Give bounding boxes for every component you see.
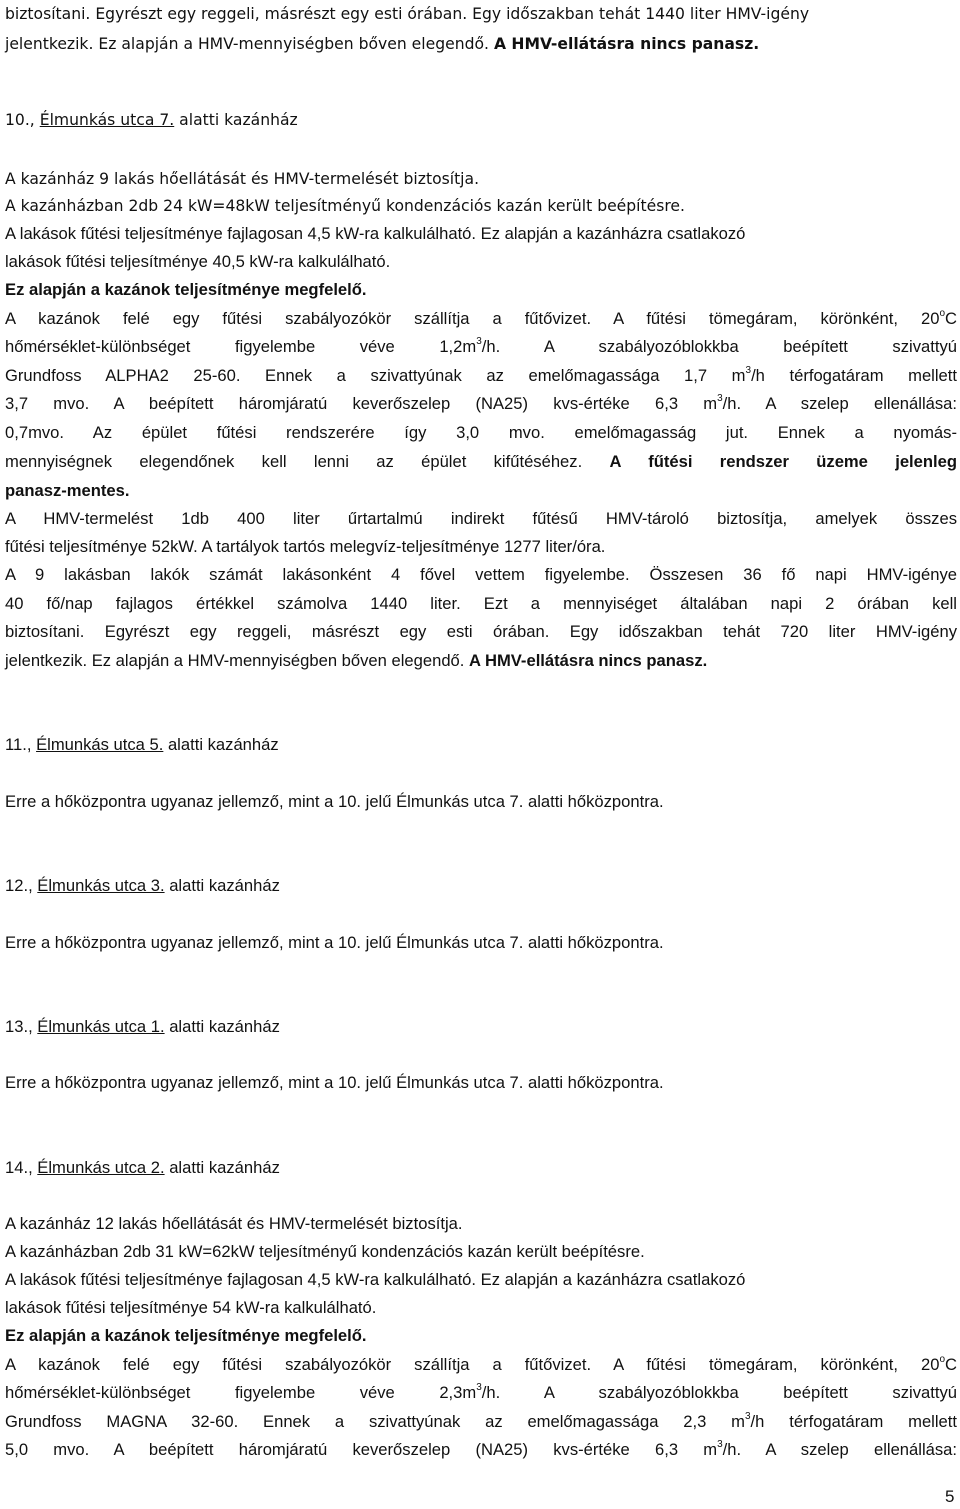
paragraph-line: 5,0 mvo. A beépített háromjáratú keverőszelep (NA25) kvs-értéke 6,3 $m^3/h$. A szelep ellenállása:	[5, 1439, 958, 1459]
paragraph-line: A kazánok felé egy fűtési szabályozókör szállítja a fűtővizet. A fűtési tömegáram, körönként, 20$^o$C	[5, 1354, 957, 1374]
text: jelentkezik. Ez alapján a HMV-mennyiségben bőven elegendő.	[5, 35, 494, 53]
paragraph-line: Erre a hőközpontra ugyanaz jellemző, mint a 10. jelű Élmunkás utca 7. alatti hőközpontra.	[5, 1073, 664, 1092]
paragraph-line: A kazánok felé egy fűtési szabályozókör szállítja a fűtővizet. A fűtési tömegáram, körönként, 20$^o$C	[5, 308, 957, 328]
paragraph-line: Grundfoss ALPHA2 25-60. Ennek a szivattyúnak az emelőmagassága 1,7 $m^3/h$ térfogatáram mellett	[5, 365, 958, 385]
page-number: 5	[945, 1487, 955, 1506]
paragraph-line: jelentkezik. Ez alapján a HMV-mennyiségben bőven elegendő. A HMV-ellátásra nincs panasz.	[5, 651, 708, 670]
paragraph-line: lakások fűtési teljesítménye 40,5 kW-ra kalkulálható.	[5, 252, 391, 271]
paragraph-line: A kazánház 12 lakás hőellátását és HMV-termelését biztosítja.	[5, 1214, 463, 1233]
street-name: Élmunkás utca 7.	[39, 111, 175, 129]
paragraph-line: hőmérséklet-különbséget figyelembe véve $1,2m^3/h$. A szabályozóblokkba beépített szivattyú	[5, 336, 957, 356]
bold-text: A HMV-ellátásra nincs panasz.	[493, 35, 760, 53]
paragraph-line: biztosítani. Egyrészt egy reggeli, másrészt egy esti órában. Egy időszakban tehát 720 liter HMV-igény	[5, 622, 957, 641]
paragraph-line: A kazánház 9 lakás hőellátását és HMV-termelését biztosítja.	[5, 170, 480, 188]
paragraph-line: mennyiségnek elegendőnek kell lenni az épület kifűtéséhez. A fűtési rendszer üzeme jelenleg	[5, 452, 958, 471]
paragraph-line: Grundfoss MAGNA 32-60. Ennek a szivattyúnak az emelőmagassága 2,3 $m^3/h$ térfogatáram mellett	[5, 1411, 957, 1431]
paragraph-line: A lakások fűtési teljesítménye fajlagosan 4,5 kW-ra kalkulálható. Ez alapján a kazánházra csatlakozó	[5, 1270, 746, 1289]
paragraph-line-bold: panasz-mentes.	[5, 481, 130, 500]
paragraph-line-bold: Ez alapján a kazánok teljesítménye megfelelő.	[5, 280, 367, 299]
paragraph-line: 40 fő/nap fajlagos értékkel számolva 1440 liter. Ezt a mennyiséget általában napi 2 órában kell	[5, 594, 957, 613]
paragraph-line: A kazánházban 2db 31 kW=62kW teljesítményű kondenzációs kazán került beépítésre.	[5, 1242, 645, 1261]
paragraph-line: 0,7mvo. Az épület fűtési rendszerére így 3,0 mvo. emelőmagasság jut. Ennek a nyomás-	[5, 423, 957, 442]
paragraph-line: A 9 lakásban lakók számát lakásonként 4 fővel vettem figyelembe. Összesen 36 fő napi HMV-igénye	[5, 565, 957, 584]
paragraph-line	[5, 34, 759, 54]
paragraph-line: lakások fűtési teljesítménye 54 kW-ra kalkulálható.	[5, 1298, 377, 1317]
paragraph-line: biztosítani. Egyrészt egy reggeli, másrészt egy esti órában. Egy időszakban tehát 1440 liter HMV-igény	[5, 5, 810, 23]
section-heading-11: 11., Élmunkás utca 5. alatti kazánház	[5, 735, 279, 754]
paragraph-line: Erre a hőközpontra ugyanaz jellemző, mint a 10. jelű Élmunkás utca 7. alatti hőközpontra.	[5, 792, 664, 811]
paragraph-line: A kazánházban 2db 24 kW=48kW teljesítményű kondenzációs kazán került beépítésre.	[5, 197, 685, 215]
paragraph-line: Erre a hőközpontra ugyanaz jellemző, mint a 10. jelű Élmunkás utca 7. alatti hőközpontra.	[5, 933, 664, 952]
paragraph-line: A lakások fűtési teljesítménye fajlagosan 4,5 kW-ra kalkulálható. Ez alapján a kazánházra csatlakozó	[5, 224, 746, 243]
paragraph-line: fűtési teljesítménye 52kW. A tartályok tartós melegvíz-teljesítménye 1277 liter/óra.	[5, 537, 606, 556]
section-heading-10	[5, 110, 298, 130]
paragraph-line-bold: Ez alapján a kazánok teljesítménye megfelelő.	[5, 1326, 367, 1345]
paragraph-line: hőmérséklet-különbséget figyelembe véve $2,3m^3/h$. A szabályozóblokkba beépített szivattyú	[5, 1382, 957, 1402]
section-number: 10.,	[5, 111, 40, 129]
paragraph-line: 3,7 mvo. A beépített háromjáratú keverőszelep (NA25) kvs-értéke 6,3 $m^3/h$. A szelep ellenállása:	[5, 393, 958, 413]
paragraph-line: A HMV-termelést 1db 400 liter űrtartalmú indirekt fűtésű HMV-tároló biztosítja, amelyek összes	[5, 509, 957, 528]
section-heading-13: 13., Élmunkás utca 1. alatti kazánház	[5, 1017, 280, 1036]
heading-rest: alatti kazánház	[174, 111, 298, 129]
section-heading-14: 14., Élmunkás utca 2. alatti kazánház	[5, 1158, 280, 1177]
section-heading-12: 12., Élmunkás utca 3. alatti kazánház	[5, 876, 280, 895]
